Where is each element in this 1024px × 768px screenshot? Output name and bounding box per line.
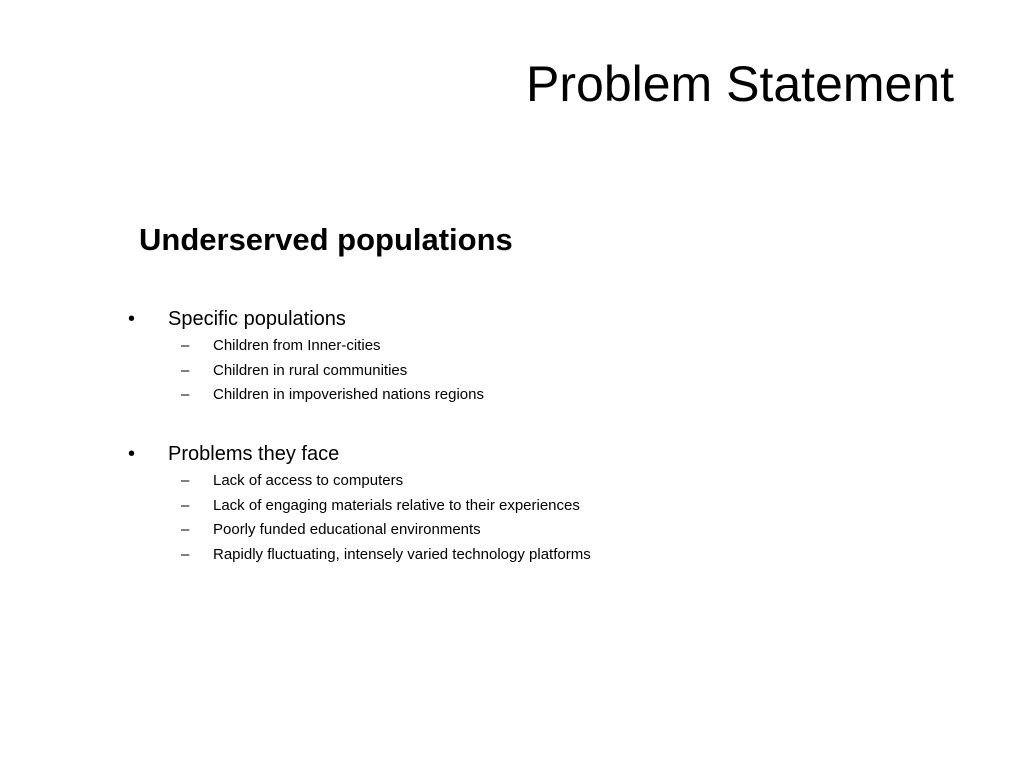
bullet-item [128, 304, 928, 334]
bullet-section-problems-they-face [128, 439, 928, 567]
dash-icon: – [181, 472, 190, 489]
sub-bullet-text: Children in impoverished nations regions [213, 386, 484, 404]
bullet-heading: Specific populations [168, 308, 346, 330]
sub-bullet-list [128, 334, 928, 408]
sub-bullet-item [128, 383, 928, 408]
sub-bullet-list [128, 469, 928, 567]
bullet-heading: Problems they face [168, 443, 340, 465]
bullet-icon: • [128, 443, 136, 465]
bullet-icon: • [128, 308, 136, 330]
dash-icon: – [181, 521, 190, 539]
sub-bullet-text: Poorly funded educational environments [213, 521, 481, 539]
bullet-section-specific-populations [128, 304, 928, 408]
slide-subtitle: Underserved populations [139, 222, 513, 257]
sub-bullet-item [128, 334, 928, 359]
sub-bullet-item [128, 494, 928, 519]
dash-icon: – [181, 361, 190, 379]
sub-bullet-text: Children in rural communities [213, 361, 408, 379]
sub-bullet-item [128, 518, 928, 543]
sub-bullet-text: Children from Inner-cities [213, 337, 381, 354]
bullet-item [128, 439, 928, 469]
slide-title: Problem Statement [526, 56, 954, 112]
dash-icon: – [181, 545, 190, 563]
sub-bullet-item [128, 359, 928, 384]
sub-bullet-text: Lack of access to computers [213, 472, 404, 489]
sub-bullet-item [128, 469, 928, 494]
dash-icon: – [181, 337, 190, 354]
sub-bullet-item [128, 543, 928, 568]
dash-icon: – [181, 386, 190, 404]
sub-bullet-text: Lack of engaging materials relative to their experiences [213, 496, 580, 514]
sub-bullet-text: Rapidly fluctuating, intensely varied technology platforms [213, 545, 591, 563]
dash-icon: – [181, 496, 190, 514]
